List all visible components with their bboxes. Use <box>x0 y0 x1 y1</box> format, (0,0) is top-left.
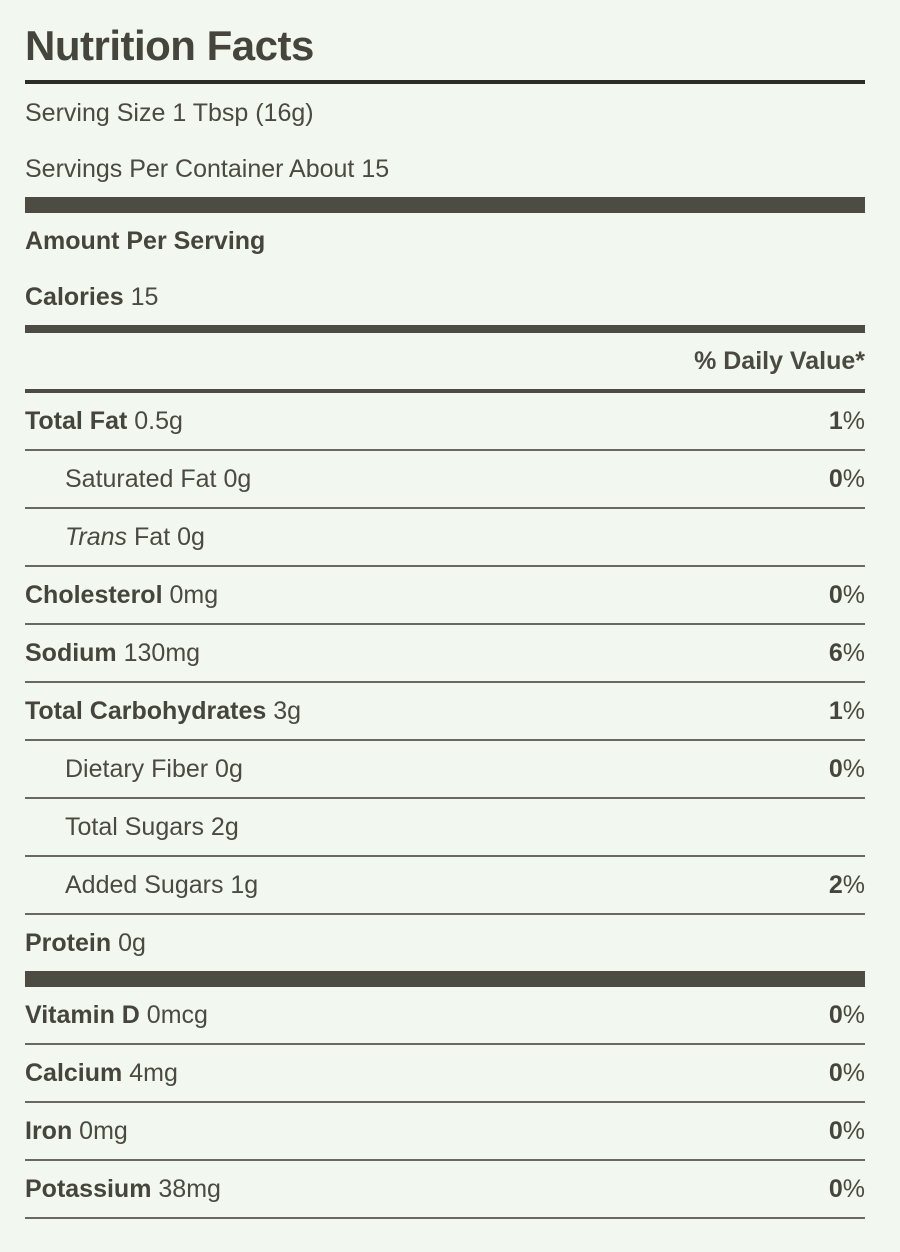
serving-size-row <box>25 98 865 128</box>
vitamin-amount: 0mg <box>79 1117 128 1145</box>
nutrient-row-cholesterol <box>25 580 865 610</box>
vitamin-row-vitamin-d <box>25 1000 865 1030</box>
thick-rule-serving <box>25 197 865 213</box>
dv-number: 2 <box>828 871 843 899</box>
nutrient-row-saturated-fat <box>25 464 865 494</box>
nutrient-label: Total Sugars <box>65 813 204 841</box>
nutrient-row-total-sugars <box>25 812 865 842</box>
dv-percent-sign: % <box>842 755 865 783</box>
dv-percent-sign: % <box>842 465 865 493</box>
dv-percent-sign: % <box>842 1059 865 1087</box>
dv-number: 0 <box>828 1175 843 1203</box>
nutrient-label: Fat <box>134 523 171 551</box>
row-divider <box>25 913 865 915</box>
nutrient-amount: 2g <box>210 813 239 841</box>
row-divider <box>25 1159 865 1161</box>
dv-percent-sign: % <box>842 639 865 667</box>
row-divider <box>25 1101 865 1103</box>
nutrient-amount: 130mg <box>123 639 201 667</box>
amount-per-serving-row <box>25 226 865 256</box>
servings-per-container-value: About 15 <box>289 155 390 183</box>
row-divider <box>25 739 865 741</box>
row-divider <box>25 1043 865 1045</box>
vitamin-row-iron <box>25 1116 865 1146</box>
vitamin-amount: 38mg <box>158 1175 221 1203</box>
dv-number: 6 <box>828 639 843 667</box>
nutrient-label: Total Fat <box>25 407 128 435</box>
nutrient-label: Sodium <box>25 639 117 667</box>
dv-number: 0 <box>828 755 843 783</box>
dv-percent-sign: % <box>842 407 865 435</box>
dv-number: 1 <box>828 697 843 725</box>
nutrient-row-total-fat <box>25 406 865 436</box>
nutrient-row-total-carbohydrates <box>25 696 865 726</box>
dv-percent-sign: % <box>842 1001 865 1029</box>
serving-size-label: Serving Size <box>25 99 166 127</box>
nutrient-label: Dietary Fiber <box>65 755 209 783</box>
vitamin-amount: 0mcg <box>146 1001 208 1029</box>
nutrient-row-protein <box>25 928 865 958</box>
calories-label: Calories <box>25 283 124 311</box>
rule-dv-header <box>25 389 865 393</box>
amount-per-serving-label: Amount Per Serving <box>25 227 266 255</box>
calories-row <box>25 282 865 312</box>
thick-rule-vitamins <box>25 971 865 987</box>
dv-number: 0 <box>828 1059 843 1087</box>
medium-rule-calories <box>25 325 865 333</box>
title-rule <box>25 80 865 84</box>
nutrient-amount: 0mg <box>169 581 219 609</box>
nutrient-row-trans-fat <box>25 522 865 552</box>
dv-number: 0 <box>828 465 843 493</box>
row-divider <box>25 449 865 451</box>
nutrient-label: Saturated Fat <box>65 465 217 493</box>
vitamin-row-calcium <box>25 1058 865 1088</box>
row-divider <box>25 507 865 509</box>
nutrient-label-italic: Trans <box>65 523 128 551</box>
row-divider <box>25 565 865 567</box>
dv-number: 0 <box>828 581 843 609</box>
dv-percent-sign: % <box>842 1117 865 1145</box>
nutrient-amount: 0g <box>118 929 146 957</box>
nutrient-label: Added Sugars <box>65 871 224 899</box>
nutrient-amount: 0g <box>223 465 252 493</box>
serving-size-value: 1 Tbsp (16g) <box>172 99 314 127</box>
nutrient-label: Protein <box>25 929 112 957</box>
vitamin-label: Calcium <box>25 1059 123 1087</box>
vitamin-label: Iron <box>25 1117 73 1145</box>
nutrient-amount: 0.5g <box>134 407 183 435</box>
vitamin-label: Potassium <box>25 1175 152 1203</box>
dv-number: 0 <box>828 1117 843 1145</box>
nutrient-amount: 0g <box>177 523 205 551</box>
row-divider <box>25 681 865 683</box>
page-title: Nutrition Facts <box>25 22 314 69</box>
row-divider <box>25 1217 865 1219</box>
dv-number: 1 <box>828 407 843 435</box>
nutrient-label: Total Carbohydrates <box>25 697 267 725</box>
nutrient-amount: 1g <box>230 871 259 899</box>
nutrient-row-added-sugars <box>25 870 865 900</box>
dv-percent-sign: % <box>842 871 865 899</box>
servings-per-container-label: Servings Per Container <box>25 155 284 183</box>
vitamin-amount: 4mg <box>129 1059 178 1087</box>
calories-value: 15 <box>130 283 159 311</box>
nutrient-row-sodium <box>25 638 865 668</box>
row-divider <box>25 623 865 625</box>
dv-number: 0 <box>828 1001 843 1029</box>
row-divider <box>25 855 865 857</box>
daily-value-header: % Daily Value* <box>694 347 865 375</box>
dv-percent-sign: % <box>842 697 865 725</box>
dv-percent-sign: % <box>842 1175 865 1203</box>
daily-value-header-row <box>25 346 865 376</box>
nutrient-label: Cholesterol <box>25 581 163 609</box>
vitamin-row-potassium <box>25 1174 865 1204</box>
nutrient-row-dietary-fiber <box>25 754 865 784</box>
nutrient-amount: 3g <box>273 697 302 725</box>
dv-percent-sign: % <box>842 581 865 609</box>
nutrient-amount: 0g <box>215 755 243 783</box>
row-divider <box>25 797 865 799</box>
vitamin-label: Vitamin D <box>25 1001 140 1029</box>
servings-per-container-row <box>25 154 865 184</box>
